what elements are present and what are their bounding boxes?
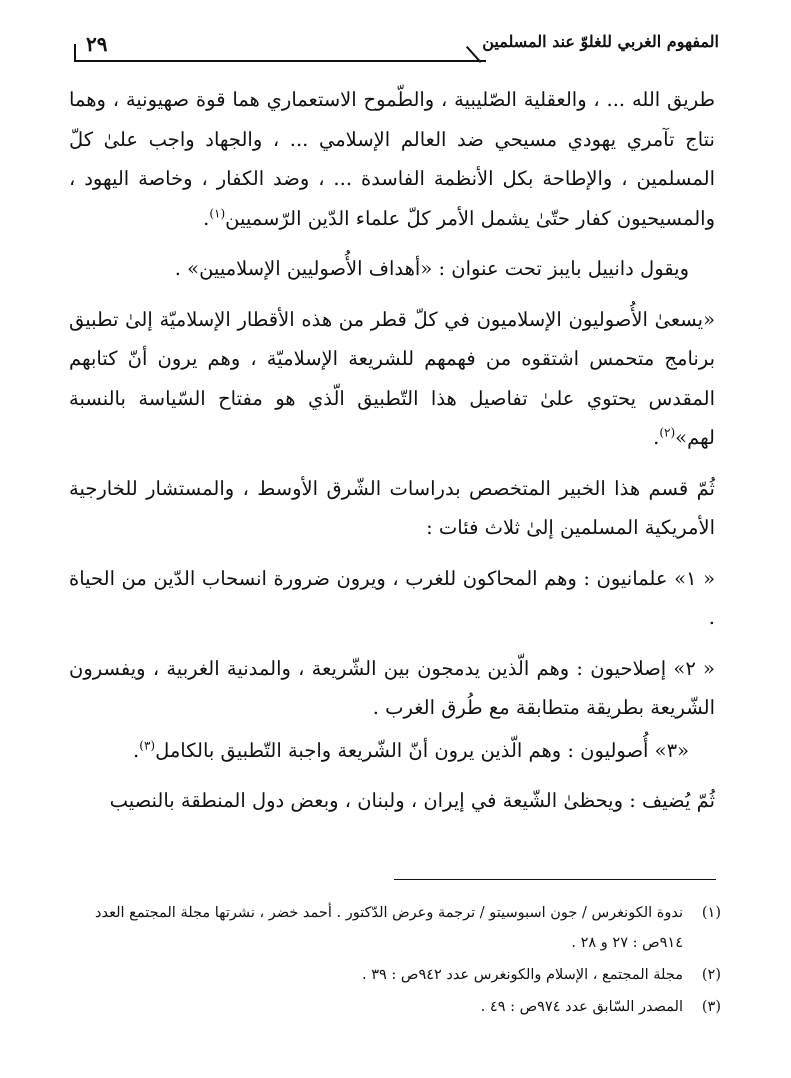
list-item-3-text: «٣» أُصوليون : وهم الّذين يرون أنّ الشّريعة واجبة التّطبيق بالكامل — [155, 738, 689, 762]
footnote-number: (١) — [701, 905, 721, 921]
header-rule — [74, 60, 486, 62]
footnote-2 — [65, 960, 721, 990]
page-number: ٢٩ — [86, 32, 108, 56]
main-text — [69, 80, 715, 832]
list-item-3-end: . — [133, 738, 140, 762]
footnote-text: ندوة الكونغرس / جون اسبوسيتو / ترجمة وعرض الدّكتور . أحمد خضر ، نشرتها مجلة المجتمع العدد ٩١٤ص : ٢٧ و ٢٨ . — [95, 905, 683, 951]
paragraph-3-end: . — [653, 426, 660, 449]
paragraph-2: ويقول دانييل بايبز تحت عنوان : «أهداف الأُصوليين الإسلاميين» . — [174, 257, 689, 280]
running-header-title: المفهوم الغربي للغلوّ عند المسلمين — [482, 32, 719, 51]
header-rule-end — [74, 44, 76, 62]
footnote-number: (٣) — [701, 999, 721, 1015]
paragraph-1-end: . — [203, 206, 210, 230]
list-item-3 — [69, 731, 715, 771]
footnotes — [65, 898, 721, 1024]
footnote-text: المصدر السّابق عدد ٩٧٤ص : ٤٩ . — [480, 999, 683, 1015]
paragraph-3-text: «يسعىٰ الأُصوليون الإسلاميون في كلّ قطر من هذه الأقطار الإسلاميّة إلىٰ تطبيق برنامج متحمس اشتقوه من فهمهم للشريعة الإسلاميّة ، وهم يرون أنّ كتابهم المقدس يحتوي علىٰ تفاصيل هذا التّطبيق الّذي هو مفتاح السّياسة بالنسبة لهم» — [69, 307, 715, 449]
list-item-2: « ٢» إصلاحيون : وهم الّذين يدمجون بين الشّريعة ، والمدنية الغربية ، ويفسرون الشّريعة بطريقة متطابقة مع طُرق الغرب . — [69, 656, 715, 719]
paragraph-5: ثُمّ يُضيف : ويحظىٰ الشّيعة في إيران ، ولبنان ، وبعض دول المنطقة بالنصيب — [109, 789, 715, 812]
footnote-ref-2: (٢) — [659, 425, 676, 440]
paragraph-1 — [69, 80, 715, 238]
footnote-1 — [65, 898, 721, 958]
footnote-text: مجلة المجتمع ، الإسلام والكونغرس عدد ٩٤٢ص : ٣٩ . — [362, 967, 683, 983]
paragraph-1-text: طريق الله ... ، والعقلية الصّليبية ، والطّموح الاستعماري هما قوة صهيونية ، وهما نتاج تآمري يهودي مسيحي ضد العالم الإسلامي ... ، والجهاد واجب علىٰ كلّ المسلمين ، والإطاحة بكل الأنظمة الفاسدة ... ، وضد الكفار ، وخاصة اليهود ، والمسيحيون كفار حتّىٰ يشمل الأمر كلّ علماء الدّين الرّسميين — [69, 88, 715, 230]
footnote-3 — [65, 992, 721, 1022]
footnote-number: (٢) — [701, 967, 721, 983]
footnote-separator — [394, 879, 716, 880]
paragraph-3-quote — [69, 300, 715, 458]
footnote-ref-3: (٣) — [139, 738, 156, 752]
footnote-ref-1: (١) — [209, 206, 226, 220]
list-item-1: « ١» علمانيون : وهم المحاكون للغرب ، ويرون ضرورة انسحاب الدّين من الحياة . — [69, 566, 715, 629]
paragraph-4: ثُمّ قسم هذا الخبير المتخصص بدراسات الشّرق الأوسط ، والمستشار للخارجية الأمريكية المسلمين إلىٰ ثلاث فئات : — [69, 476, 715, 539]
